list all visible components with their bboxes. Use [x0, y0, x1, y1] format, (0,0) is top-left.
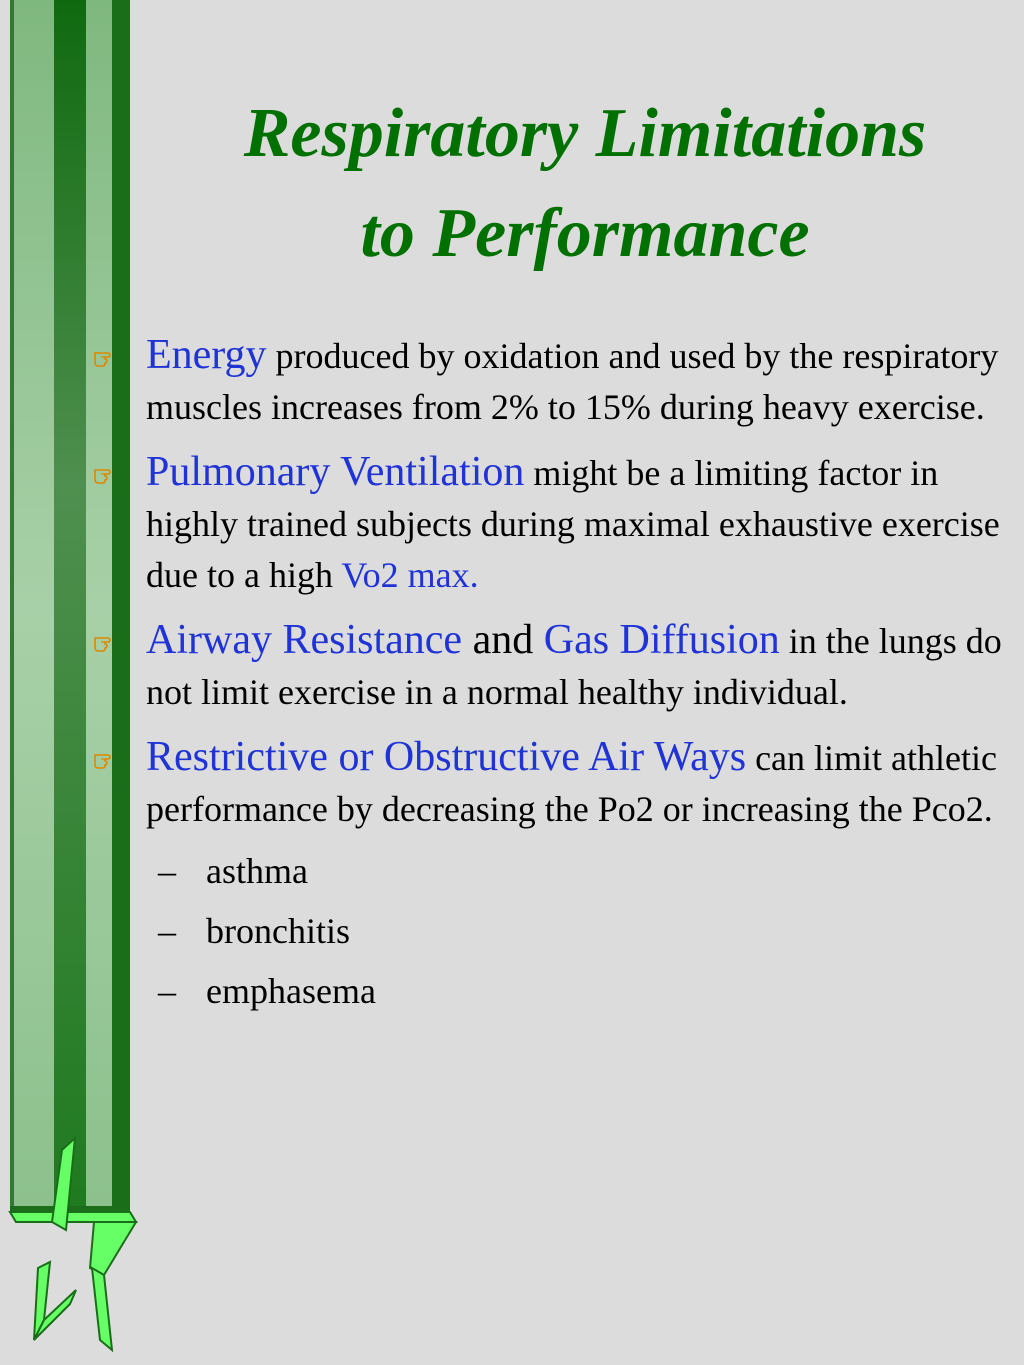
sub-list [146, 841, 1012, 1021]
sub-item-text: asthma [206, 851, 308, 891]
keyword: Pulmonary Ventilation [146, 449, 525, 495]
dash-marker: – [158, 971, 176, 1011]
sub-item-asthma [146, 841, 1012, 901]
pointing-hand-icon [92, 344, 118, 370]
bullet-text: can limit athletic performance by decreasing the Po2 or increasing the Pco2. [146, 738, 997, 829]
dash-marker: – [158, 851, 176, 891]
dash-marker: – [158, 911, 176, 951]
bullet-text: produced by oxidation and used by the respiratory muscles increases from 2% to 15% during heavy exercise. [146, 336, 999, 427]
pointing-hand-icon [92, 629, 118, 655]
bullet-list [92, 330, 1012, 1035]
pointing-hand-icon [92, 746, 118, 772]
bullet-airway-resistance [92, 615, 1012, 718]
slide-title [160, 84, 1010, 284]
title-line-2: to Performance [360, 195, 810, 272]
pointing-hand-icon [92, 461, 118, 487]
keyword: Airway Resistance [146, 617, 463, 663]
sub-item-text: emphasema [206, 971, 376, 1011]
keyword-2: Gas Diffusion [543, 617, 780, 663]
bullet-energy [92, 330, 1012, 433]
keyword: Restrictive or Obstructive Air Ways [146, 734, 747, 780]
sub-item-text: bronchitis [206, 911, 350, 951]
connector: and [462, 617, 544, 663]
keyword-end: Vo2 max. [341, 555, 479, 595]
bullet-restrictive-airways [92, 732, 1012, 1021]
bullet-pulmonary-ventilation [92, 447, 1012, 601]
sub-item-bronchitis [146, 901, 1012, 961]
bullet-text: might be a limiting factor in highly trained subjects during maximal exhaustive exercise due to a high [146, 453, 1000, 595]
title-line-1: Respiratory Limitations [243, 95, 927, 172]
keyword: Energy [146, 332, 267, 378]
sub-item-emphasema [146, 961, 1012, 1021]
bullet-text: in the lungs do not limit exercise in a normal healthy individual. [146, 621, 1002, 712]
